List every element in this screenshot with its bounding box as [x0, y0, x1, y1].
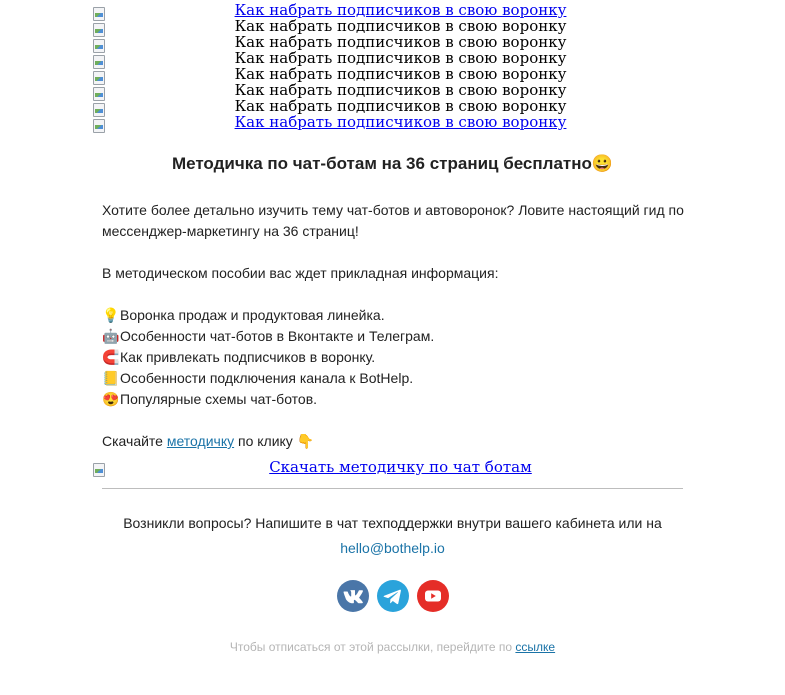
- download-line: [102, 431, 684, 452]
- image-row: [92, 82, 692, 98]
- cta-image-alt[interactable]: Скачать методичку по чат ботам: [269, 458, 532, 476]
- image-row: [92, 18, 692, 34]
- email-title: [0, 154, 785, 174]
- image-alt-link[interactable]: Как набрать подписчиков в свою воронку: [234, 1, 567, 19]
- image-row[interactable]: [92, 2, 692, 18]
- vk-icon[interactable]: [337, 580, 369, 612]
- list-item: [102, 368, 684, 389]
- cta-image-link[interactable]: [92, 458, 692, 478]
- lightbulb-icon: 💡: [102, 307, 120, 323]
- list-item-text: Особенности подключения канала к BotHelp.: [120, 370, 414, 386]
- image-alt-link[interactable]: Как набрать подписчиков в свою воронку: [234, 113, 567, 131]
- download-suffix: по клику: [238, 433, 293, 449]
- list-item: [102, 305, 684, 326]
- image-row[interactable]: [92, 114, 692, 130]
- support-email-link[interactable]: hello@bothelp.io: [340, 540, 445, 556]
- support-block: [102, 511, 683, 561]
- list-item-text: Особенности чат-ботов в Вконтакте и Телеграм.: [120, 328, 435, 344]
- youtube-icon[interactable]: [417, 580, 449, 612]
- title-text: Методичка по чат-ботам на 36 страниц бесплатно: [171, 154, 592, 173]
- download-prefix: Скачайте: [102, 433, 163, 449]
- image-alt-text: Как набрать подписчиков в свою воронку: [234, 49, 567, 67]
- notebook-icon: 📒: [102, 370, 120, 386]
- robot-icon: 🤖: [102, 328, 120, 344]
- image-row: [92, 50, 692, 66]
- list-item-text: Воронка продаж и продуктовая линейка.: [120, 307, 385, 323]
- list-item: [102, 326, 684, 347]
- image-alt-text: Как набрать подписчиков в свою воронку: [234, 81, 567, 99]
- unsubscribe-link[interactable]: ссылке: [515, 640, 556, 654]
- list-item: [102, 347, 684, 368]
- list-item: [102, 389, 684, 410]
- download-link[interactable]: методичку: [166, 433, 235, 449]
- list-item-text: Как привлекать подписчиков в воронку.: [120, 349, 376, 365]
- image-link-rows: [92, 2, 692, 130]
- image-alt-text: Как набрать подписчиков в свою воронку: [234, 17, 567, 35]
- telegram-icon[interactable]: [377, 580, 409, 612]
- list-item-text: Популярные схемы чат-ботов.: [120, 391, 318, 407]
- image-row: [92, 66, 692, 82]
- image-alt-text: Как набрать подписчиков в свою воронку: [234, 65, 567, 83]
- divider: [102, 488, 683, 489]
- email-body: [102, 200, 684, 452]
- image-row: [92, 34, 692, 50]
- list-intro: В методическом пособии вас ждет прикладная информация:: [102, 265, 499, 281]
- unsubscribe-footer: [0, 640, 785, 654]
- magnet-icon: 🧲: [102, 349, 120, 365]
- image-row: [92, 98, 692, 114]
- unsubscribe-text: Чтобы отписаться от этой рассылки, перейдите по: [229, 640, 513, 654]
- grinning-face-icon: 😀: [591, 154, 614, 173]
- pointing-down-icon: 👇: [296, 433, 315, 449]
- image-alt-text: Как набрать подписчиков в свою воронку: [234, 97, 567, 115]
- intro-paragraph: Хотите более детально изучить тему чат-ботов и автоворонок? Ловите настоящий гид по мессенджер-маркетингу на 36 страниц!: [102, 202, 684, 239]
- support-text: Возникли вопросы? Напишите в чат техподдержки внутри вашего кабинета или на: [123, 515, 662, 531]
- social-links: [0, 580, 785, 612]
- image-alt-text: Как набрать подписчиков в свою воронку: [234, 33, 567, 51]
- heart-eyes-icon: 😍: [102, 391, 120, 407]
